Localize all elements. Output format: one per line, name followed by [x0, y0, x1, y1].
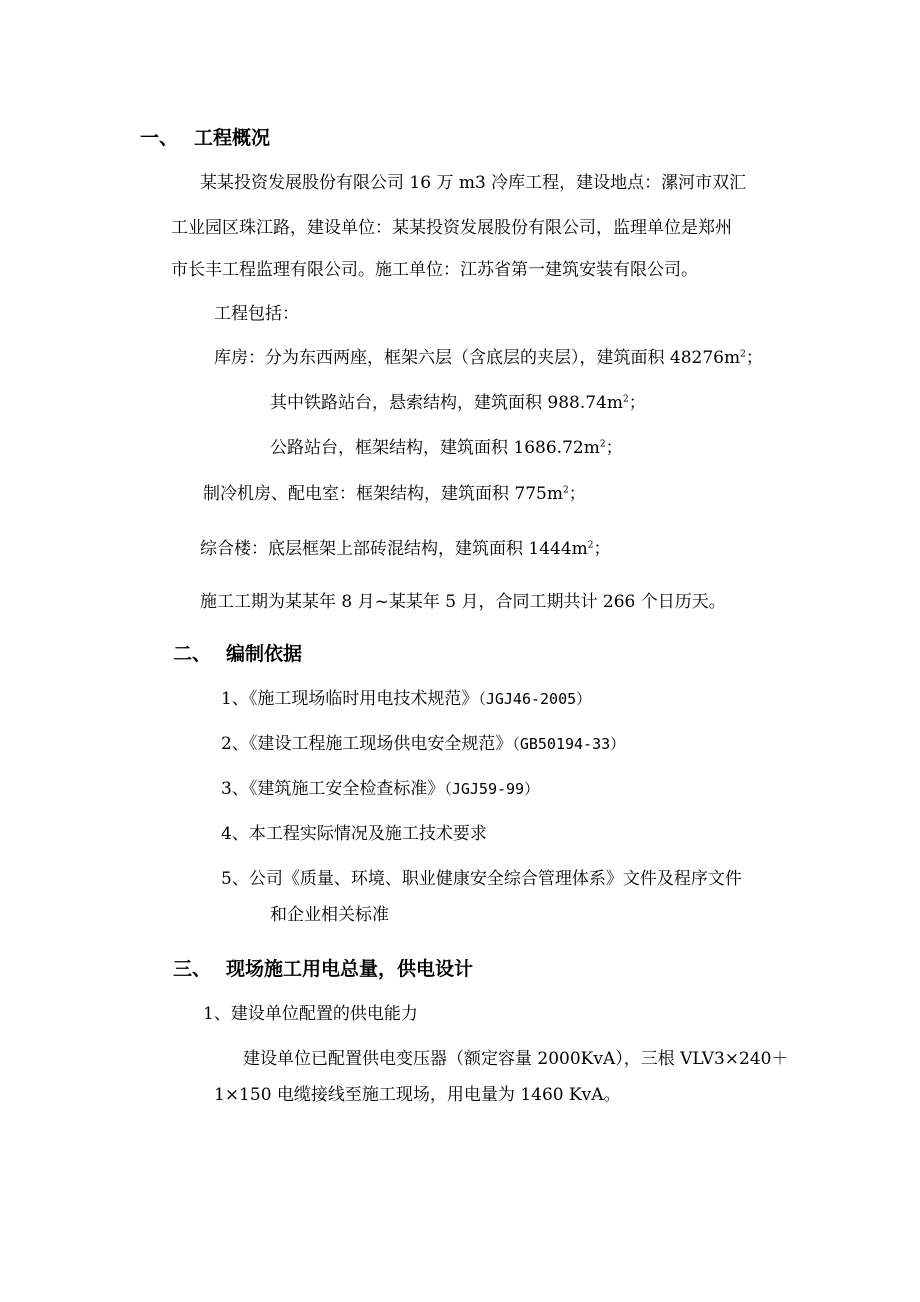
scope-label: 工程包括： [214, 304, 299, 324]
section-2-title: 编制依据 [226, 643, 303, 665]
overview-paragraph-line-3: 市长丰工程监理有限公司。施工单位：江苏省第一建筑安装有限公司。 [171, 260, 698, 280]
scope-complex-building: 综合楼：底层框架上部砖混结构，建筑面积 $1444m^2$； [200, 539, 611, 559]
scope-warehouse: 库房：分为东西两座，框架六层（含底层的夹层），建筑面积 $48276m^2$； [214, 348, 763, 368]
basis-item-1: 1、《施工现场临时用电技术规范》（JGJ46-2005） [221, 689, 592, 709]
scope-railway-platform: 其中铁路站台，悬索结构，建筑面积 $988.74m^2$； [270, 393, 646, 413]
section-2-number: 二、 [173, 643, 212, 665]
section-1-number: 一、 [140, 127, 179, 149]
section-3-number: 三、 [173, 958, 212, 980]
basis-item-5-line-2: 和企业相关标准 [270, 905, 389, 925]
overview-paragraph-line-2: 工业园区珠江路，建设单位：某某投资发展股份有限公司，监理单位是郑州 [171, 218, 732, 238]
overview-paragraph-line-1: 某某投资发展股份有限公司 16 万 m3 冷库工程，建设地点：漯河市双汇 [200, 173, 747, 193]
basis-item-3: 3、《建筑施工安全检查标准》（JGJ59-99） [221, 779, 540, 799]
scope-highway-platform: 公路站台，框架结构，建筑面积 $1686.72m^2$； [270, 438, 623, 458]
section-1-title: 工程概况 [194, 127, 271, 149]
supply-paragraph-line-1: 建设单位已配置供电变压器（额定容量 2000KvA），三根 VLV3×240＋ [243, 1049, 789, 1069]
basis-item-4: 4、本工程实际情况及施工技术要求 [221, 824, 487, 844]
supply-subheading: 1、建设单位配置的供电能力 [203, 1004, 418, 1024]
basis-item-2: 2、《建设工程施工现场供电安全规范》（GB50194-33） [221, 734, 626, 754]
basis-item-5-line-1: 5、公司《质量、环境、职业健康安全综合管理体系》文件及程序文件 [221, 869, 742, 889]
supply-paragraph-line-2: 1×150 电缆接线至施工现场，用电量为 1460 KvA。 [214, 1085, 621, 1105]
scope-refrigeration-room: 制冷机房、配电室：框架结构，建筑面积 $775m^2$； [203, 484, 586, 504]
section-3-title: 现场施工用电总量，供电设计 [226, 958, 474, 980]
construction-period: 施工工期为某某年 8 月~某某年 5 月，合同工期共计 266 个日历天。 [200, 592, 726, 612]
